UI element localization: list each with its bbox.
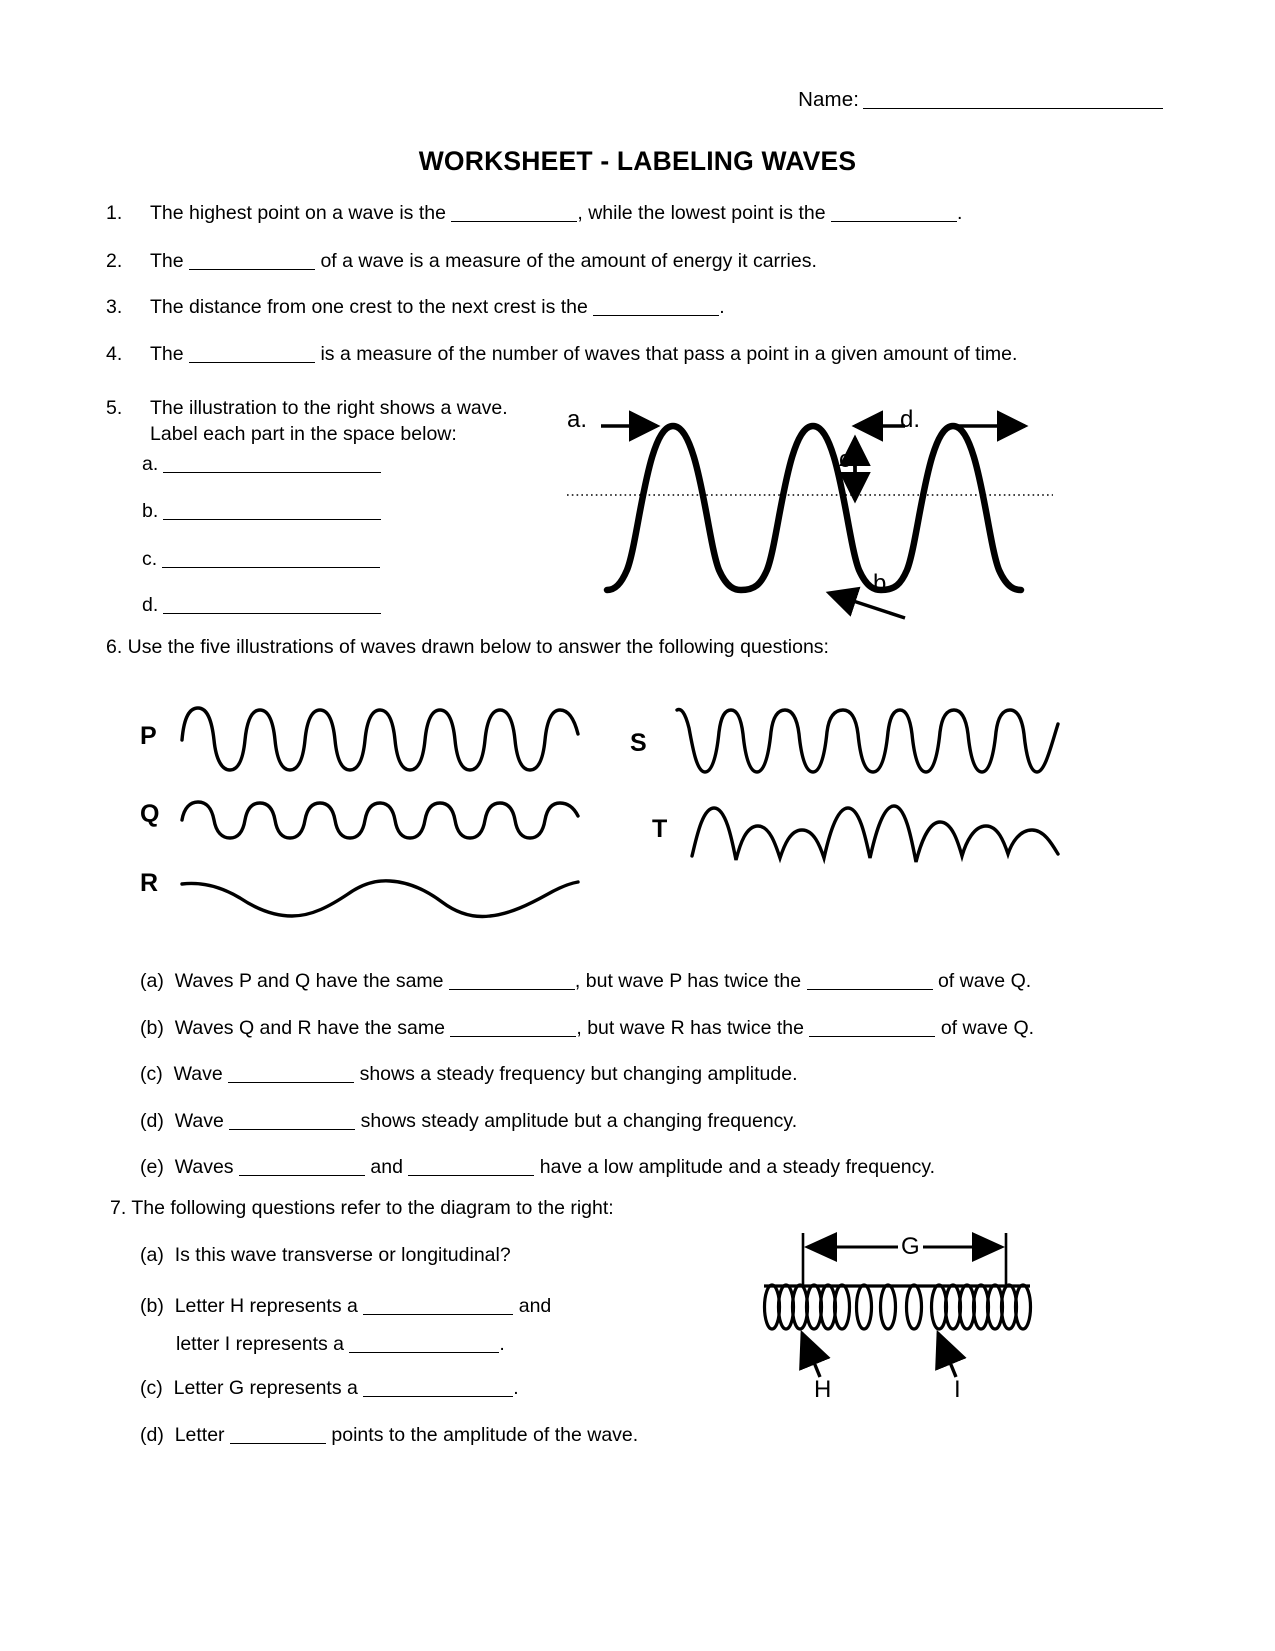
q6e-tag: (e) [140, 1156, 164, 1178]
wave-r-svg [180, 870, 580, 930]
q5-line-1: The illustration to the right shows a wave. [150, 397, 508, 419]
question-3 [106, 294, 725, 320]
q5-answer-b-blank[interactable] [163, 519, 381, 520]
q5-answer-a-label: a. [142, 453, 159, 475]
wave-q-illustration [180, 790, 580, 850]
q6e-text-a: Waves [174, 1156, 234, 1178]
question-2-number: 2. [106, 250, 123, 272]
q4-text-b: is a measure of the number of waves that pass a point in a given amount of time. [320, 343, 1018, 365]
trough-pointer-arrow [829, 593, 905, 618]
question-1-number: 1. [106, 202, 123, 224]
q7b-line2-text-a: letter I represents a [176, 1333, 344, 1355]
q5-diagram-label-d: d. [900, 406, 921, 433]
spring-coils [765, 1285, 1031, 1329]
q6a-text-b: , but wave P has twice the [574, 970, 802, 992]
q5-answer-d-blank[interactable] [163, 613, 381, 614]
q2-text-a: The [150, 250, 184, 272]
q3-blank-1[interactable] [593, 315, 719, 316]
wave-s-illustration [675, 702, 1060, 782]
q7b-line2-text-b: . [499, 1333, 505, 1355]
wave-label-s: S [630, 729, 647, 757]
q5-answer-c [142, 548, 380, 571]
q5-line-2: Label each part in the space below: [150, 423, 457, 445]
q6d-blank-1[interactable] [229, 1129, 355, 1130]
q6e-text-b: and [370, 1156, 403, 1178]
q7-label-i: I [954, 1376, 961, 1403]
q7b-text-b: and [518, 1295, 552, 1317]
q7b-tag: (b) [140, 1295, 164, 1317]
q7b-blank-2[interactable] [349, 1352, 499, 1353]
q5-wave-diagram [565, 398, 1055, 613]
q5-answer-a [142, 453, 381, 476]
question-3-body [150, 294, 725, 320]
q6a-tag: (a) [140, 970, 164, 992]
q6c-text-a: Wave [173, 1063, 223, 1085]
wave-label-q: Q [140, 800, 160, 828]
q6c-blank-1[interactable] [228, 1082, 354, 1083]
q7a-tag: (a) [140, 1244, 164, 1266]
q7c-tag: (c) [140, 1377, 163, 1399]
q7b-blank-1[interactable] [363, 1314, 513, 1315]
q5-answer-b [142, 500, 381, 523]
q7d-text-a: Letter [174, 1424, 225, 1446]
q6e-text-c: have a low amplitude and a steady frequency. [539, 1156, 936, 1178]
q6a-text-a: Waves P and Q have the same [174, 970, 444, 992]
wave-s-svg [675, 702, 1060, 782]
question-2 [106, 248, 817, 274]
q6e-blank-1[interactable] [239, 1175, 365, 1176]
q6c-text-b: shows a steady frequency but changing amplitude. [359, 1063, 798, 1085]
wave-label-t: T [652, 815, 668, 843]
page-title: WORKSHEET - LABELING WAVES [418, 146, 857, 176]
wave-t-illustration [690, 796, 1060, 868]
q6b-text-a: Waves Q and R have the same [174, 1017, 445, 1039]
q7-spring-svg [758, 1225, 1038, 1410]
q6e-blank-2[interactable] [408, 1175, 534, 1176]
q5-answer-c-blank[interactable] [162, 567, 380, 568]
q1-text-b: , while the lowest point is the [577, 202, 826, 224]
question-6d [140, 1108, 797, 1134]
wave-label-r: R [140, 869, 159, 897]
q6d-text-a: Wave [174, 1110, 224, 1132]
q5-answer-d [142, 594, 381, 617]
q5-answer-c-label: c. [142, 548, 158, 570]
question-5-number: 5. [106, 397, 123, 419]
q4-text-a: The [150, 343, 184, 365]
question-6-intro: 6. Use the five illustrations of waves drawn below to answer the following questions: [106, 636, 829, 658]
q2-blank-1[interactable] [189, 269, 315, 270]
q2-text-b: of a wave is a measure of the amount of energy it carries. [320, 250, 817, 272]
q7d-tag: (d) [140, 1424, 164, 1446]
q5-diagram-label-a: a. [567, 406, 588, 433]
q6a-blank-1[interactable] [449, 989, 575, 990]
q4-blank-1[interactable] [189, 362, 315, 363]
question-7c [140, 1375, 519, 1401]
q7d-text-b: points to the amplitude of the wave. [331, 1424, 639, 1446]
wave-p-svg [180, 700, 580, 780]
q7a-text: Is this wave transverse or longitudinal? [174, 1244, 511, 1266]
wave-q-svg [180, 790, 580, 850]
q7-label-g: G [901, 1233, 920, 1260]
q6b-tag: (b) [140, 1017, 164, 1039]
question-7b [140, 1287, 551, 1363]
i-pointer-arrow [938, 1333, 956, 1377]
q5-answer-d-label: d. [142, 594, 159, 616]
q7c-blank-1[interactable] [363, 1396, 513, 1397]
q5-diagram-label-b: b. [873, 570, 894, 597]
q5-answer-a-blank[interactable] [163, 472, 381, 473]
question-4-number: 4. [106, 343, 123, 365]
q1-blank-2[interactable] [831, 221, 957, 222]
q6b-text-b: , but wave R has twice the [576, 1017, 804, 1039]
q7b-text-a: Letter H represents a [174, 1295, 358, 1317]
question-6c [140, 1061, 798, 1087]
q6d-text-b: shows steady amplitude but a changing frequency. [360, 1110, 798, 1132]
q7c-text-a: Letter G represents a [173, 1377, 358, 1399]
name-input-blank[interactable] [863, 108, 1163, 109]
q5-diagram-label-c: c. [839, 446, 858, 473]
question-7d [140, 1422, 638, 1448]
q6a-text-c: of wave Q. [937, 970, 1032, 992]
q7-label-h: H [814, 1376, 832, 1403]
name-label: Name: [798, 88, 859, 111]
q3-text-b: . [719, 296, 725, 318]
question-4 [106, 341, 1017, 367]
q1-text-c: . [957, 202, 963, 224]
q6b-text-c: of wave Q. [940, 1017, 1035, 1039]
q6d-tag: (d) [140, 1110, 164, 1132]
h-pointer-arrow [802, 1333, 820, 1377]
q7c-text-b: . [513, 1377, 519, 1399]
question-6a [140, 968, 1031, 994]
question-7a [140, 1242, 511, 1268]
q6b-blank-2[interactable] [809, 1036, 935, 1037]
question-1 [106, 200, 962, 226]
question-3-number: 3. [106, 296, 123, 318]
question-7-intro: 7. The following questions refer to the diagram to the right: [110, 1197, 614, 1219]
name-field-row [798, 88, 1163, 112]
wave-label-p: P [140, 722, 157, 750]
question-2-body [150, 248, 817, 274]
question-5 [106, 395, 508, 447]
wave-curve [607, 426, 1021, 590]
q6a-blank-2[interactable] [807, 989, 933, 990]
question-4-body [150, 341, 1017, 367]
q7-longitudinal-wave-diagram [758, 1225, 1038, 1410]
q1-text-a: The highest point on a wave is the [150, 202, 446, 224]
question-5-body [150, 395, 508, 447]
question-6b [140, 1015, 1034, 1041]
wave-p-illustration [180, 700, 580, 780]
question-1-body [150, 200, 962, 226]
q1-blank-1[interactable] [451, 221, 577, 222]
q5-answer-b-label: b. [142, 500, 159, 522]
q6c-tag: (c) [140, 1063, 163, 1085]
q7d-blank-1[interactable] [230, 1443, 326, 1444]
wave-t-svg [690, 796, 1060, 868]
q5-wave-svg [565, 398, 1055, 613]
q3-text-a: The distance from one crest to the next crest is the [150, 296, 588, 318]
question-6e [140, 1154, 935, 1180]
q6b-blank-1[interactable] [450, 1036, 576, 1037]
wave-r-illustration [180, 870, 580, 930]
